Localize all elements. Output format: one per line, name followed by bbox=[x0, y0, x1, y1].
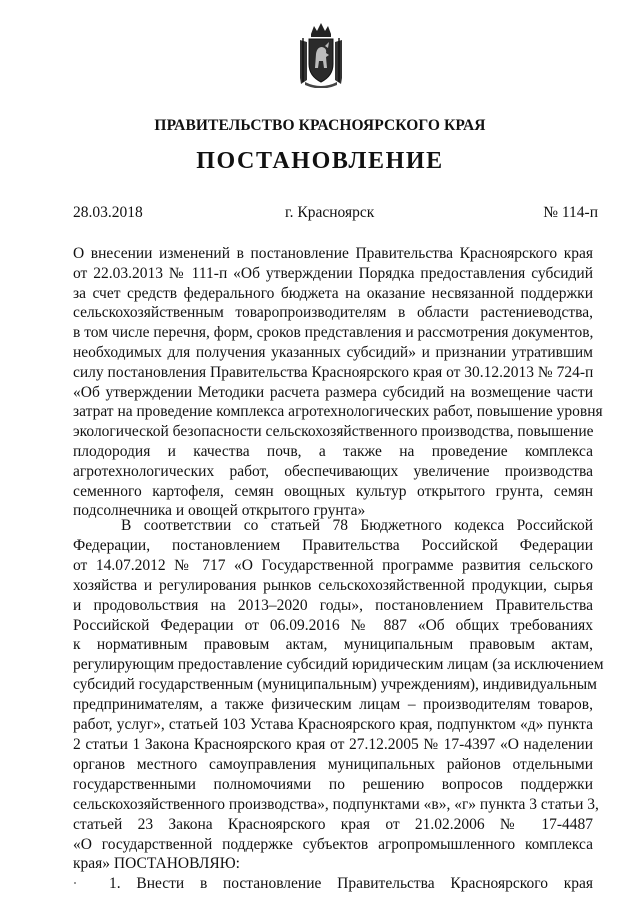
document-body bbox=[73, 516, 604, 894]
coat-of-arms-icon bbox=[297, 20, 345, 88]
subject-line: в том числе перечня, форм, сроков представления и рассмотрения документов, bbox=[73, 324, 594, 342]
body-line: статьей 23 Закона Красноярского края от 21.02.2006 № 17-4487 bbox=[73, 815, 593, 833]
body-line: «О государственной поддержке субъектов агропромышленного комплекса bbox=[73, 835, 593, 853]
government-title: ПРАВИТЕЛЬСТВО КРАСНОЯРСКОГО КРАЯ bbox=[154, 117, 486, 134]
body-line: Федерации, постановлением Правительства Российской Федерации bbox=[73, 536, 593, 554]
body-line: 1. Внести в постановление Правительства Красноярского края bbox=[109, 875, 593, 893]
subject-line: плодородия и качества почв, а также на проведение комплекса bbox=[73, 442, 593, 460]
document-city: г. Красноярск bbox=[285, 204, 375, 221]
body-line: сельскохозяйственного производства», подпунктами «в», «г» пункта 3 статьи 3, bbox=[73, 795, 599, 813]
document-meta-row bbox=[73, 203, 598, 223]
subject-line: агротехнологических работ, обеспечивающих увеличение производства bbox=[73, 462, 593, 480]
body-line: к нормативным правовым актам, муниципальным правовым актам, bbox=[73, 636, 593, 654]
body-line: В соответствии со статьей 78 Бюджетного кодекса Российской bbox=[121, 517, 593, 534]
body-line: хозяйства и регулирования рынков сельскохозяйственной продукции, сырья bbox=[73, 576, 593, 594]
subject-line: силу постановления Правительства Красноярского края от 30.12.2013 № 724-п bbox=[73, 363, 594, 381]
document-date: 28.03.2018 bbox=[73, 204, 143, 221]
subject-line: сельскохозяйственным товаропроизводителям в области растениеводства, bbox=[73, 304, 593, 322]
document-number: № 114-п bbox=[543, 204, 598, 221]
body-line: органов местного самоуправления муниципальных районов отдельными bbox=[73, 755, 593, 773]
subject-line: затрат на проведение комплекса агротехнологических работ, повышение уровня bbox=[73, 403, 603, 421]
body-line: 2 статьи 1 Закона Красноярского края от 27.12.2005 № 17-4397 «О наделении bbox=[73, 735, 593, 753]
subject-line: семенного картофеля, семян овощных культур открытого грунта, семян bbox=[73, 482, 593, 500]
body-line: от 14.07.2012 № 717 «О Государственной программе развития сельского bbox=[73, 556, 593, 574]
body-line: Российской Федерации от 06.09.2016 № 887 «Об общих требованиях bbox=[73, 616, 593, 634]
subject-line: экологической безопасности сельскохозяйственного производства, повышение bbox=[73, 423, 594, 441]
body-line: государственными полномочиями по решению вопросов поддержки bbox=[73, 775, 593, 793]
document-subject bbox=[73, 244, 603, 521]
body-line: субсидий государственным (муниципальным) учреждениям), индивидуальным bbox=[73, 676, 597, 694]
subject-line: необходимых для получения указанных субсидий» и признании утратившим bbox=[73, 343, 593, 361]
subject-line: от 22.03.2013 № 111-п «Об утверждении Порядка предоставления субсидий bbox=[73, 264, 593, 282]
subject-line: О внесении изменений в постановление Правительства Красноярского края bbox=[73, 245, 593, 262]
body-line: регулирующим предоставление субсидий юридическим лицам (за исключением bbox=[73, 656, 604, 674]
body-line: работ, услуг», статьей 103 Устава Красноярского края, подпунктом «д» пункта bbox=[73, 716, 593, 734]
body-line: предпринимателям, а также физическим лицам – производителям товаров, bbox=[73, 696, 593, 714]
body-line: края» ПОСТАНОВЛЯЮ: bbox=[73, 855, 240, 873]
subject-line: «Об утверждении Методики расчета размера субсидий на возмещение части bbox=[73, 383, 593, 401]
subject-line: подсолнечника и овощей открытого грунта» bbox=[73, 502, 366, 520]
subject-line: за счет средств федерального бюджета на оказание несвязанной поддержки bbox=[73, 284, 593, 302]
scan-speck bbox=[74, 882, 76, 884]
body-line: и продовольствия на 2013–2020 годы», постановлением Правительства bbox=[73, 596, 593, 614]
document-type-title: ПОСТАНОВЛЕНИЕ bbox=[196, 148, 444, 174]
